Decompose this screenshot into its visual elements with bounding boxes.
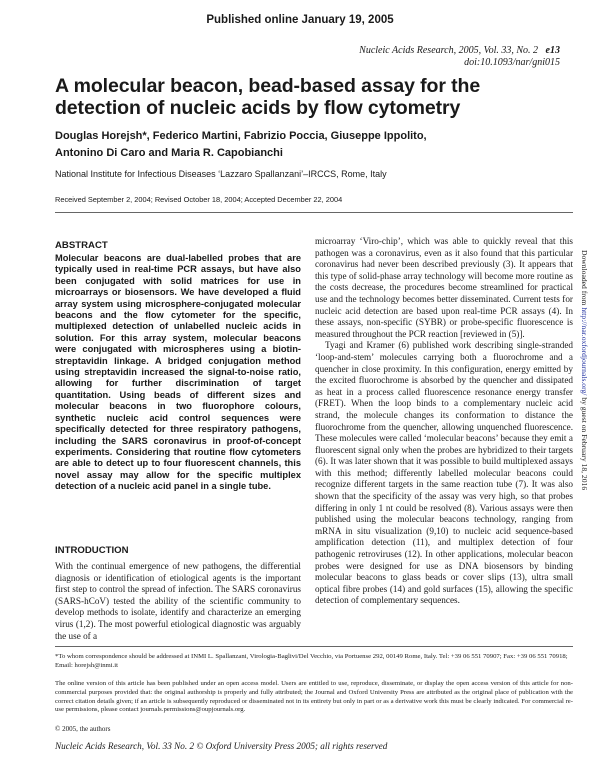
open-access-statement: The online version of this article has been published under an open access model. Users are entitled to use, reproduce, disseminate, or display the open access version of this article for non-commercial purposes provided that: the original authorship is properly and fully attributed; the Journal and Oxford University Press are attributed as the original place of publication with the correct citation details given; if an article is subsequently reproduced or disseminated not in its entirety but only in part or as a derivative work this must be clearly indicated. For commercial re-use permissions, please contact journals.permissions@oupjournals.org. [55,680,573,714]
publication-date: Published online January 19, 2005 [206,14,394,26]
abstract-heading: ABSTRACT [55,240,108,251]
download-suffix: by guest on February 18, 2016 [580,397,589,491]
correspondence-footnote: *To whom correspondence should be addressed at INMI L. Spallanzani, Virologia-Baglivi/Del Vecchio, via Portuense 292, 00149 Rome, Italy. Tel: +39 06 551 70907; Fax: +39 06 551 70918; Email: horejsh@inmi.it [55,653,568,669]
authors-line-1: Douglas Horejsh*, Federico Martini, Fabrizio Poccia, Giuseppe Ippolito, [55,130,427,142]
abstract-text: Molecular beacons are dual-labelled probes that are typically used in real-time PCR assays, but have also been conjugated with solid matrices for use in microarrays or biosensors. We have developed a fluid array system using microsphere-conjugated molecular beacons and the flow cytometer for the specific, multiplexed detection of unlabelled nucleic acids in solution. For this array system, molecular beacons were conjugated with microspheres using a biotin-streptavidin linkage. A bridged conjugation method using streptavidin increased the signal-to-noise ratio, allowing for further discrimination of target quantitation. Using beads of different sizes and molecular beacons in two fluorophore colours, synthetic nucleic acid control sequences were specifically detected for three respiratory pathogens, including the SARS coronavirus in proof-of-concept experiments. Considering that routine flow cytometers are able to detect up to four fluorescent channels, this novel assay may allow for the specific multiplex detection of a nucleic acid panel in a single tube. [55,253,301,492]
article-number: e13 [545,45,560,56]
download-prefix: Downloaded from [580,250,589,306]
header-divider [55,212,573,213]
journal-citation: Nucleic Acids Research, 2005, Vol. 33, No. 2 [359,45,539,56]
footnote-divider [55,646,573,647]
authors [55,128,535,162]
download-link[interactable]: http://nar.oxfordjournals.org/ [580,307,589,396]
body-paragraph-1: microarray ‘Viro-chip’, which was able to quickly reveal that this pathogen was a coronavirus, even as it also found that this particular coronavirus had never been described previously (3). It appears that this type of solid-phase array technology will become more routine as the costs decrease, the procedures become streamlined for practical use and the technology becomes better disseminated. Current tests for nucleic acid detection are based upon real-time PCR assays (4). In these assays, non-specific (SYBR) or probe-specific fluorescence is measured throughout the PCR reaction [reviewed in (5)]. [315,236,573,339]
article-title: A molecular beacon, bead-based assay for the detection of nucleic acids by flow cytometry [55,75,481,119]
footer-citation: Nucleic Acids Research, Vol. 33 No. 2 © Oxford University Press 2005; all rights reserved [55,741,388,751]
copyright: © 2005, the authors [55,725,111,733]
received-dates: Received September 2, 2004; Revised October 18, 2004; Accepted December 22, 2004 [55,195,343,204]
journal-reference [359,45,560,69]
authors-line-2: Antonino Di Caro and Maria R. Capobianchi [55,147,283,159]
download-watermark [580,250,589,630]
doi: doi:10.1093/nar/gni015 [464,57,560,68]
affiliation: National Institute for Infectious Diseases ‘Lazzaro Spallanzani’–IRCCS, Rome, Italy [55,169,387,179]
introduction-heading: INTRODUCTION [55,545,129,556]
right-column [315,236,573,607]
introduction-text: With the continual emergence of new pathogens, the differential diagnosis or identification of etiological agents is the important first step to control the spread of infection. The SARS coronavirus (SARS-hCoV) tested the ability of the scientific community to develop methods to isolate, identify and characterize an emerging virus (1,2). The most powerful etiological diagnostic was arguably the use of a [55,561,301,641]
body-paragraph-2: Tyagi and Kramer (6) published work describing single-stranded ‘loop-and-stem’ molecules carrying both a fluorochrome and a quencher in close proximity. In this configuration, energy emitted by the excited fluorochrome is absorbed by the quencher and dissipated as heat in a process called fluorescence resonance energy transfer (FRET). When the loop binds to a complementary nucleic acid strand, the molecule changes its conformation to distance the fluorochrome from the quencher, allowing unquenched fluorescence. These molecules were called ‘molecular beacons’ because they emit a fluorescent signal only when the probes are hybridized to their targets (6). It was later shown that it was possible to build multiplexed assays with this method; differently labelled molecular beacons could recognize different targets in the same reaction tube (7). It was also shown that the specificity of the assay was very high, so that probes differing in only 1 nt could be resolved (8). Various assays were then published using the molecular beacons technology, ranging from mRNA in situ visualization (9,10) to nucleic acid sequence-based amplification detection (11), and multiplex detection of four pathogenic retroviruses (12). In other applications, molecular beacon probes were designed for use as DNA biosensors by binding molecular beacons to glass beads or cover slips (13), ultra small optical fibre probes (14) and gold surfaces (15), allowing the specific detection of complementary sequences. [315,340,573,606]
